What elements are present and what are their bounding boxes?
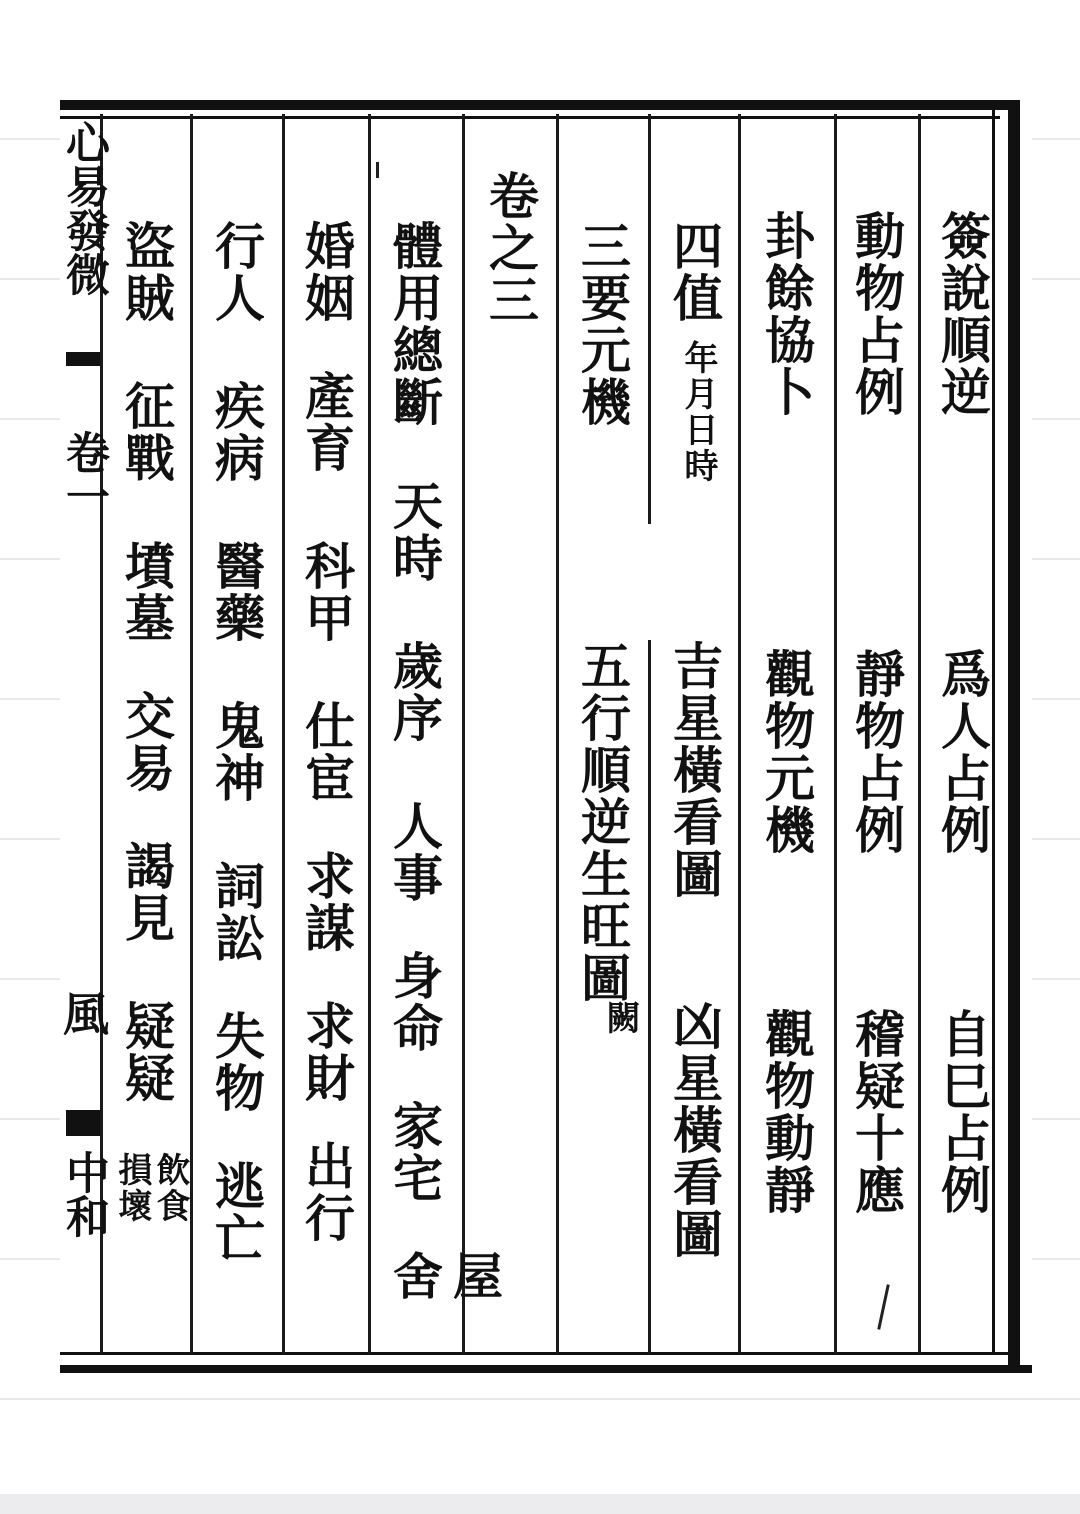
toc-column-2 bbox=[846, 100, 906, 1345]
toc-entry: 家宅 bbox=[385, 1100, 444, 1204]
toc-entry: 疾病 bbox=[207, 380, 266, 484]
toc-entry: 墳墓 bbox=[117, 540, 176, 644]
toc-column-4 bbox=[664, 100, 724, 1345]
toc-subnote: 年月日時 bbox=[678, 340, 718, 484]
volume-heading-column bbox=[480, 100, 540, 1345]
toc-entry: 觀物元機 bbox=[757, 648, 816, 856]
fishtail-mark-lower bbox=[66, 1110, 100, 1136]
margin-volume bbox=[58, 430, 109, 550]
toc-subnote: 損壞 bbox=[112, 1152, 152, 1224]
toc-entry: 行人 bbox=[207, 220, 266, 324]
toc-entry: 五行順逆生旺圖 bbox=[573, 640, 632, 1004]
toc-column-8 bbox=[296, 100, 358, 1345]
toc-entry: 體用總斷 bbox=[385, 220, 444, 428]
toc-entry: 交易 bbox=[117, 690, 176, 794]
toc-entry: 疑疑 bbox=[117, 1000, 176, 1104]
margin-tail-label: 中和 bbox=[58, 1150, 109, 1238]
toc-entry: 觀物動靜 bbox=[757, 1008, 816, 1216]
toc-subnote: 闕 bbox=[600, 1000, 640, 1036]
toc-column-5 bbox=[572, 100, 640, 1345]
toc-entry: 鬼神 bbox=[207, 700, 266, 804]
column-rule bbox=[462, 114, 465, 1354]
margin-bottom-char bbox=[56, 990, 110, 1050]
ink-stroke bbox=[376, 162, 379, 178]
toc-entry: 婚姻 bbox=[297, 220, 356, 324]
toc-entry: 求謀 bbox=[297, 850, 356, 954]
toc-entry: 動物占例 bbox=[847, 210, 906, 418]
bottom-toolbar-band bbox=[0, 1494, 1080, 1514]
frame-right-inner-line bbox=[992, 110, 995, 1355]
toc-entry: 天時 bbox=[385, 480, 444, 584]
toc-entry: 身命 bbox=[385, 950, 444, 1054]
toc-entry: 科甲 bbox=[297, 540, 356, 644]
toc-entry: 出行 bbox=[297, 1140, 356, 1244]
column-rule bbox=[834, 114, 837, 1354]
toc-entry: 爲人占例 bbox=[933, 648, 992, 856]
toc-entry: 稽疑十應 bbox=[847, 1008, 906, 1216]
column-rule bbox=[648, 114, 651, 524]
toc-entry: 求財 bbox=[297, 1000, 356, 1104]
margin-tail bbox=[58, 1150, 109, 1250]
scanned-book-page bbox=[56, 100, 1032, 1390]
toc-entry: 凶星橫看圖 bbox=[665, 1000, 724, 1260]
toc-entry: 醫藥 bbox=[207, 540, 266, 644]
frame-right-border bbox=[1008, 100, 1020, 1373]
toc-entry: 征戰 bbox=[117, 380, 176, 484]
toc-entry: 盜賊 bbox=[117, 220, 176, 324]
toc-entry: 產育 bbox=[297, 370, 356, 474]
toc-column-9 bbox=[206, 100, 268, 1345]
toc-entry: 靜物占例 bbox=[847, 648, 906, 856]
toc-subnote: 飲食 bbox=[150, 1152, 190, 1224]
toc-entry: 吉星橫看圖 bbox=[665, 640, 724, 900]
toc-entry: 三要元機 bbox=[573, 220, 632, 428]
margin-volume-label: 卷一 bbox=[58, 430, 109, 518]
column-rule bbox=[556, 114, 559, 1354]
column-rule bbox=[648, 640, 651, 1354]
toc-paired-note-left bbox=[150, 1152, 190, 1262]
margin-bottom-label: 風 bbox=[56, 990, 110, 1036]
toc-entry: 歲序 bbox=[385, 640, 444, 744]
fishtail-mark bbox=[66, 352, 100, 366]
margin-book-title: 心易發微 bbox=[58, 120, 109, 296]
toc-entry: 仕宦 bbox=[297, 700, 356, 804]
toc-entry: 卦餘協卜 bbox=[757, 210, 816, 418]
toc-entry: 失物 bbox=[207, 1010, 266, 1114]
toc-column-3 bbox=[756, 100, 816, 1345]
column-rule bbox=[190, 114, 193, 1354]
frame-bottom-border bbox=[60, 1365, 1032, 1373]
frame-bottom-inner-line bbox=[60, 1352, 1020, 1355]
toc-entry: 自巳占例 bbox=[933, 1008, 992, 1216]
toc-entry: 人事 bbox=[385, 800, 444, 904]
column-rule bbox=[918, 114, 921, 1354]
toc-entry: 逃亡 bbox=[207, 1160, 266, 1264]
toc-entry: 四值 bbox=[665, 220, 724, 324]
toc-paired-note-right bbox=[112, 1152, 152, 1262]
toc-entry: 屋舍 bbox=[385, 1250, 504, 1302]
toc-column-7 bbox=[384, 100, 504, 1345]
toc-entry: 簽說順逆 bbox=[933, 210, 992, 418]
column-rule bbox=[282, 114, 285, 1354]
toc-column-1 bbox=[932, 100, 992, 1345]
volume-heading: 卷之三 bbox=[481, 170, 540, 326]
column-rule bbox=[738, 114, 741, 1354]
toc-entry: 謁見 bbox=[117, 840, 176, 944]
column-rule bbox=[368, 114, 371, 1354]
toc-entry: 詞訟 bbox=[207, 860, 266, 964]
